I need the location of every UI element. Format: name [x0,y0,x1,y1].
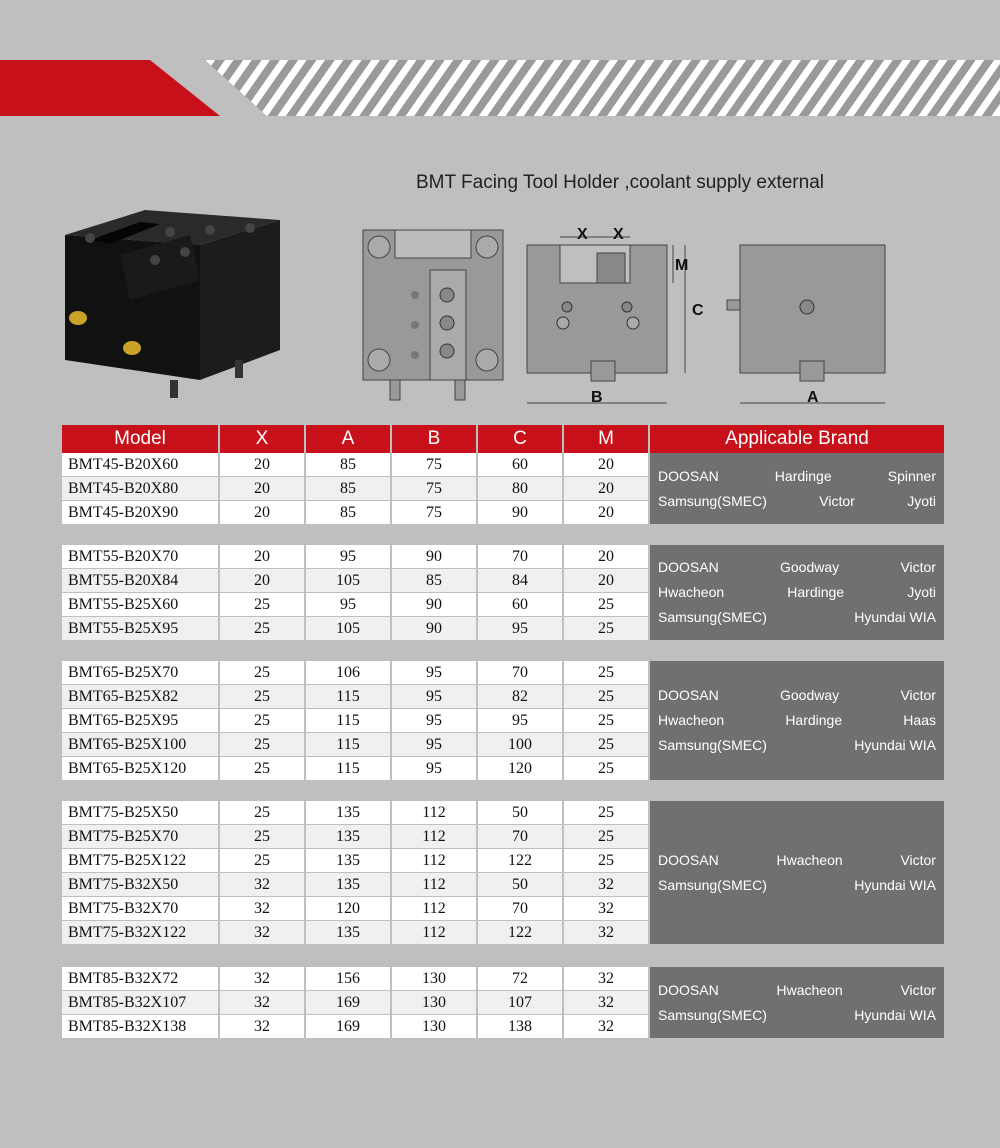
dim-label-a: A [807,389,819,406]
cell-x: 32 [220,991,306,1015]
cell-model: BMT65-B25X82 [62,685,220,709]
cell-b: 112 [392,921,478,945]
cell-model: BMT75-B32X70 [62,897,220,921]
cell-c: 100 [478,733,564,757]
cell-m: 25 [564,593,650,617]
brand-name: Jyoti [907,492,936,509]
cell-x: 25 [220,757,306,781]
cell-c: 122 [478,849,564,873]
cell-m: 20 [564,477,650,501]
table-row [62,967,944,991]
brand-name: Samsung(SMEC) [658,609,767,625]
cell-a: 105 [306,617,392,641]
header-m: M [564,425,650,453]
cell-x: 25 [220,709,306,733]
brand-line [658,708,936,733]
cell-m: 25 [564,709,650,733]
cell-c: 50 [478,873,564,897]
cell-m: 32 [564,991,650,1015]
cell-b: 95 [392,757,478,781]
cell-model: BMT65-B25X100 [62,733,220,757]
table-row [62,801,944,825]
cell-c: 70 [478,661,564,685]
cell-x: 25 [220,593,306,617]
cell-m: 32 [564,967,650,991]
cell-a: 135 [306,921,392,945]
page-title: BMT Facing Tool Holder ,coolant supply external [415,172,824,193]
cell-b: 112 [392,873,478,897]
cell-m: 20 [564,569,650,593]
cell-model: BMT45-B20X90 [62,501,220,525]
tool-holder-image [50,200,290,410]
brand-line [658,978,936,1003]
brand-line [658,464,936,489]
cell-model: BMT65-B25X95 [62,709,220,733]
spacer-cell [62,525,944,545]
cell-a: 135 [306,825,392,849]
cell-c: 70 [478,545,564,569]
header-stripe-banner [205,60,1000,116]
cell-a: 156 [306,967,392,991]
cell-b: 130 [392,1015,478,1039]
dim-label-m: M [675,257,689,274]
cell-m: 32 [564,897,650,921]
brand-name: Goodway [779,559,840,575]
brand-name: Hyundai WIA [854,609,936,625]
cell-x: 25 [220,849,306,873]
cell-x: 32 [220,873,306,897]
brand-name: Hwacheon [658,712,725,728]
brand-name: Spinner [887,467,936,484]
cell-b: 95 [392,661,478,685]
cell-m: 25 [564,685,650,709]
cell-c: 80 [478,477,564,501]
brand-name: Hwacheon [776,981,843,998]
cell-a: 85 [306,501,392,525]
cell-b: 85 [392,569,478,593]
cell-a: 169 [306,1015,392,1039]
dim-label-b: B [591,389,603,406]
applicable-brand-cell [650,453,944,525]
cell-model: BMT55-B25X60 [62,593,220,617]
cell-model: BMT75-B25X50 [62,801,220,825]
applicable-brand-cell [650,661,944,781]
cell-c: 72 [478,967,564,991]
brand-name: DOOSAN [658,467,719,484]
cell-b: 112 [392,849,478,873]
header-b: B [392,425,478,453]
header-c: C [478,425,564,453]
table-header-row [62,425,944,453]
brand-name: Samsung(SMEC) [658,492,767,509]
cell-m: 25 [564,733,650,757]
cell-m: 25 [564,849,650,873]
cell-c: 70 [478,897,564,921]
cell-m: 32 [564,873,650,897]
brand-line [658,733,936,758]
cell-model: BMT85-B32X107 [62,991,220,1015]
cell-model: BMT55-B20X70 [62,545,220,569]
brand-name: Victor [900,851,936,868]
brand-name: Jyoti [907,584,936,600]
header-brand: Applicable Brand [650,425,944,453]
brand-line [658,489,936,514]
brand-line [658,605,936,630]
cell-m: 25 [564,757,650,781]
brand-name: DOOSAN [658,687,719,703]
applicable-brand-cell [650,801,944,945]
cell-b: 90 [392,545,478,569]
table-row [62,453,944,477]
cell-model: BMT75-B32X122 [62,921,220,945]
spacer-cell [62,641,944,661]
brand-line [658,1003,936,1028]
cell-a: 135 [306,801,392,825]
group-spacer [62,641,944,661]
cell-b: 75 [392,453,478,477]
cell-x: 25 [220,733,306,757]
brand-name: DOOSAN [658,981,719,998]
brand-name: Hyundai WIA [854,876,936,893]
cell-c: 82 [478,685,564,709]
cell-a: 105 [306,569,392,593]
cell-c: 70 [478,825,564,849]
brand-line [658,683,936,708]
header-model: Model [62,425,220,453]
cell-a: 115 [306,709,392,733]
cell-x: 25 [220,661,306,685]
cell-b: 90 [392,617,478,641]
brand-line [658,580,936,605]
brand-name: Samsung(SMEC) [658,876,767,893]
cell-b: 95 [392,733,478,757]
brand-line [658,873,936,898]
table-row [62,661,944,685]
cell-model: BMT85-B32X138 [62,1015,220,1039]
cell-m: 20 [564,501,650,525]
cell-a: 85 [306,453,392,477]
cell-c: 95 [478,709,564,733]
cell-a: 135 [306,849,392,873]
cell-model: BMT45-B20X60 [62,453,220,477]
cell-b: 112 [392,825,478,849]
brand-name: Hwacheon [658,584,725,600]
cell-m: 32 [564,1015,650,1039]
cell-model: BMT75-B32X50 [62,873,220,897]
cell-model: BMT75-B25X122 [62,849,220,873]
cell-model: BMT85-B32X72 [62,967,220,991]
cell-c: 107 [478,991,564,1015]
brand-name: Samsung(SMEC) [658,737,767,753]
cell-x: 20 [220,569,306,593]
applicable-brand-cell [650,967,944,1039]
cell-model: BMT55-B25X95 [62,617,220,641]
cell-a: 120 [306,897,392,921]
cell-b: 130 [392,967,478,991]
cell-x: 20 [220,477,306,501]
cell-c: 50 [478,801,564,825]
cell-x: 20 [220,545,306,569]
cell-c: 138 [478,1015,564,1039]
group-spacer [62,525,944,545]
cell-b: 90 [392,593,478,617]
brand-name: Victor [900,687,936,703]
dim-label-x2: X [613,226,624,243]
technical-drawings [355,215,900,415]
cell-m: 32 [564,921,650,945]
cell-m: 25 [564,617,650,641]
header-red-banner [0,60,220,116]
cell-a: 115 [306,685,392,709]
cell-a: 85 [306,477,392,501]
brand-name: Samsung(SMEC) [658,1006,767,1023]
cell-a: 169 [306,991,392,1015]
cell-b: 95 [392,685,478,709]
cell-x: 25 [220,801,306,825]
brand-name: Haas [903,712,936,728]
spec-table [62,425,944,1039]
cell-b: 112 [392,897,478,921]
brand-name: Victor [900,559,936,575]
applicable-brand-cell [650,545,944,641]
brand-name: DOOSAN [658,559,719,575]
cell-a: 106 [306,661,392,685]
cell-m: 20 [564,545,650,569]
cell-a: 95 [306,545,392,569]
cell-a: 95 [306,593,392,617]
cell-x: 32 [220,921,306,945]
cell-a: 115 [306,757,392,781]
cell-x: 20 [220,453,306,477]
cell-x: 25 [220,685,306,709]
cell-b: 112 [392,801,478,825]
cell-model: BMT65-B25X70 [62,661,220,685]
cell-a: 135 [306,873,392,897]
cell-m: 25 [564,825,650,849]
table-row [62,545,944,569]
cell-model: BMT55-B20X84 [62,569,220,593]
cell-model: BMT75-B25X70 [62,825,220,849]
cell-model: BMT45-B20X80 [62,477,220,501]
spacer-cell [62,781,944,801]
brand-name: Hardinge [774,467,832,484]
spacer-cell [62,945,944,967]
cell-b: 75 [392,501,478,525]
cell-m: 25 [564,801,650,825]
cell-b: 130 [392,991,478,1015]
cell-c: 84 [478,569,564,593]
brand-name: Goodway [779,687,840,703]
brand-line [658,555,936,580]
cell-x: 20 [220,501,306,525]
cell-m: 25 [564,661,650,685]
header-x: X [220,425,306,453]
cell-x: 32 [220,897,306,921]
brand-name: Victor [819,492,855,509]
cell-c: 60 [478,453,564,477]
cell-c: 60 [478,593,564,617]
dim-label-x1: X [577,226,588,243]
cell-b: 75 [392,477,478,501]
header-a: A [306,425,392,453]
cell-c: 90 [478,501,564,525]
cell-x: 32 [220,967,306,991]
cell-x: 25 [220,825,306,849]
group-spacer [62,945,944,967]
brand-name: Hyundai WIA [854,1006,936,1023]
brand-name: Hardinge [787,584,845,600]
brand-name: DOOSAN [658,851,719,868]
dim-label-c: C [692,302,704,319]
cell-c: 122 [478,921,564,945]
brand-name: Victor [900,981,936,998]
brand-name: Hardinge [785,712,843,728]
cell-x: 25 [220,617,306,641]
brand-name: Hwacheon [776,851,843,868]
brand-line [658,848,936,873]
cell-b: 95 [392,709,478,733]
cell-x: 32 [220,1015,306,1039]
cell-c: 120 [478,757,564,781]
brand-name: Hyundai WIA [854,737,936,753]
cell-model: BMT65-B25X120 [62,757,220,781]
cell-m: 20 [564,453,650,477]
group-spacer [62,781,944,801]
cell-c: 95 [478,617,564,641]
cell-a: 115 [306,733,392,757]
